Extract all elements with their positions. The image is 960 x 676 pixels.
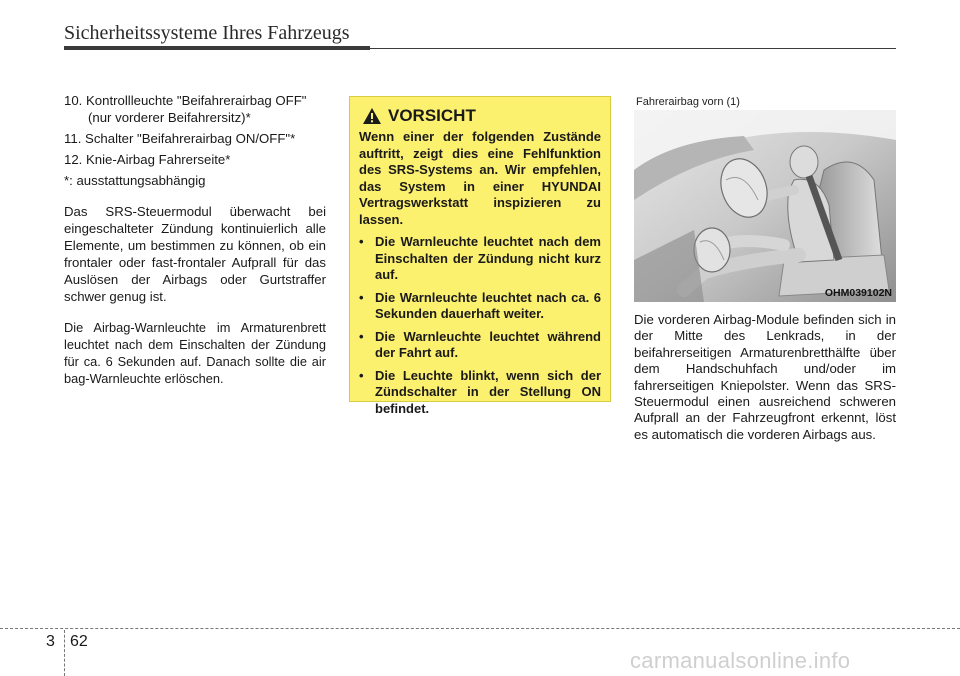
header-rule-thin [370,48,896,49]
caution-box [349,96,611,416]
bullet-mark: • [359,328,364,344]
footer-vertical-separator [64,630,65,676]
airbag-figure [634,110,896,302]
bullet-text: Die Warnleuchte leuchtet nach ca. 6 Sekunden dauerhaft weiter. [375,289,601,321]
list-item-line: 12. Knie-Airbag Fahrerseite* [64,152,231,167]
caution-bullet [359,234,601,284]
list-item [64,172,326,189]
caution-bullet [359,368,601,418]
body-paragraph: Das SRS-Steuermodul überwacht bei eingeschalteter Zündung kontinuierlich alle Elemente, um bestimmen zu können, ob ein frontaler oder fast-frontaler Aufprall für das Auslösen der Airbags oder Gurtstraffer schwer genug ist. [64,204,326,304]
body-paragraph: Die vorderen Airbag-Module befinden sich in der Mitte des Lenkrads, in der beifahrerseitigen Armaturenbretthälfte über dem Handschuhfach und/oder im fahrerseitigen Kniepolster. Wenn das SRS-Steuermodul einen ausreichend schweren Aufprall an der Fahrzeugfront erkennt, löst es automatisch die vorderen Airbags aus. [634,312,896,442]
list-item-continuation: (nur vorderer Beifahrersitz)* [88,110,251,125]
bullet-mark: • [359,234,364,249]
bullet-text: Die Warnleuchte leuchtet während der Fahrt auf. [375,328,601,360]
right-column [634,312,896,443]
driver-airbag-illustration [634,110,896,302]
list-item [64,92,326,126]
figure-caption: Fahrerairbag vorn (1) [636,96,740,108]
caution-header [359,107,601,125]
page-header-title: Sicherheitssysteme Ihres Fahrzeugs [64,22,350,44]
bullet-text: Die Leuchte blinkt, wenn sich der Zündschalter in der Stellung ON befindet. [375,367,601,416]
list-item [64,130,326,147]
left-column [64,92,326,387]
footnote-note: *: ausstattungsabhängig [64,173,206,188]
header-rule-thick [64,46,370,50]
caution-title: VORSICHT [388,105,476,125]
bullet-mark: • [359,289,364,305]
watermark: carmanualsonline.info [630,648,851,673]
figure-code: OHM039102N [824,287,892,299]
caution-bullet [359,329,601,362]
list-item [64,151,326,168]
chapter-number: 3 [46,633,55,650]
caution-bullet [359,290,601,323]
bullet-text: Die Warnleuchte leuchtet nach dem Einschalten der Zündung nicht kurz auf. [375,234,601,282]
body-paragraph: Die Airbag-Warnleuchte im Armaturenbrett leuchtet nach dem Einschalten der Zündung für ca. 6 Sekunden auf. Danach sollte die air bag-Warnleuchte erlöschen. [64,320,326,386]
footer-separator [0,628,960,629]
list-item-line: 11. Schalter "Beifahrerairbag ON/OFF"* [64,131,296,146]
bullet-mark: • [359,367,364,383]
page-number: 62 [70,633,88,650]
list-item-line: 10. Kontrollleuchte "Beifahrerairbag OFF" [64,93,307,108]
caution-intro: Wenn einer der folgenden Zustände auftritt, zeigt dies eine Fehlfunktion des SRS-Systems an. Wir empfehlen, das System in einer HYUNDAI Vertragswerkstatt inspizieren zu lassen. [359,129,601,227]
warning-triangle-icon [362,107,382,125]
